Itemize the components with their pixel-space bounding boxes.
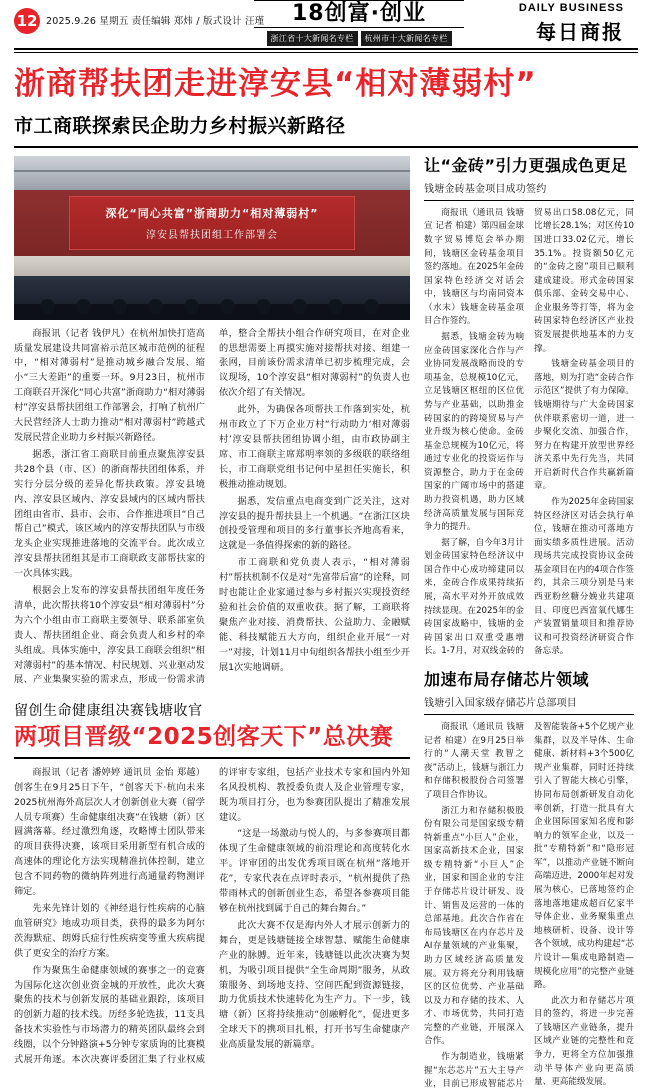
photo-ceiling [14,156,410,190]
paragraph: 作为聚焦生命健康领域的赛事之一的竞赛为国际化这次创业资金城的开放性，此次大赛聚焦的技术与创新发展的基础业跟踪，该项目的创新力超的技术线。历经多轮选拔，11支具备技术实验性与市场潜力的精英团队最终会到线圈，以个分钟路演+5分钟专家质询的比赛模式展开角逐。本次决赛评委团汇集了行业权威的评审专家组，包括产业技术专家和国内外知名风投机构、教授委负责人及企业管理专家，既为项目打分，也为参赛团队提出了精准发展建议。 [14,766,410,1066]
paragraph: “这是一场激动与悦人的，与多参赛项目都体现了生命健康领域的前沿理论和高度转化水平。评审团的出发优秀项目既在杭州“落地开花”，专家代表在点评时表示，“杭州提供了热带雨林式的创新创业生态，希望各参赛项目能够在杭州找到属于自己的舞台舞台。” [219,828,410,914]
paragraph: 据了解，自今年3月计划金砖国家特色经济议中国合作中心成功缔建同以来，金砖合作成果持续拓展，高水平对外开放成效持续显现。在2025年的金砖国家战略中，钱塘的金砖国家出口双重受惠增长。1-7月，对双线金砖的贸易出口58.08亿元，同比增长28.1%；对区传10国进口33.02亿元，增长35.1%。投资额50亿元的“金砖之窗”项目已顺利建成建设。形式金砖国家俱乐部、金砖交易中心、企业服务等打等，将为金砖国家特色经济区产业投资发展提供地基本的力支撑。 [424,207,634,657]
section-tag: 浙江省十大新闻名专栏 [267,31,358,46]
photo-person [328,299,343,314]
side-article-divider [424,714,634,715]
section-title: 18创富·创业 [292,1,426,26]
photo-person [40,299,55,314]
masthead-divider [14,48,638,50]
side-article-2 [424,670,634,1092]
issue-date-line: 2025.9.26 星期五 责任编辑 郑炜 / 版式设计 汪瑾 [46,16,265,27]
masthead-divider-thin [14,52,638,53]
section-tag: 杭州市十大新闻名专栏 [361,31,452,46]
page-title: 浙商帮扶团走进淳安县“相对薄弱村” [14,66,537,102]
masthead [14,0,638,46]
photo-person [148,299,163,314]
brand-name-en: DAILY BUSINESS [518,2,624,14]
page-subtitle: 市工商联探索民企助力乡村振兴新路径 [14,114,346,137]
secondary-article-kicker: 留创生命健康组决赛钱塘收官 [14,703,203,720]
photo-banner-line2: 淳安县帮扶团组工作部署会 [146,229,278,241]
headline-divider [14,146,638,148]
paragraph: 作为2025年金砖国家特区经济区对话会执行单位，钱塘在推动可落地方面实绩多质性进展。活动现场共完成投资协议金砖基金项目在内的4项合作签约，其余三项分别是马来西亚粉丝糖分娩业共建项目、印度巴西富氧代娜生产装置销量项目和推荐协议和可投资经济研资合作备忘录。 [534,496,634,657]
photo-stage [14,256,410,278]
section-tags [254,31,464,46]
section-title-box [254,0,464,28]
side-article-title: 让“金砖”引力更强成色更足 [424,155,628,175]
photo-banner-line1: 深化“同心共富”浙商助力“相对薄弱村” [105,206,319,220]
paragraph: 商报讯（通讯员 钱塘 记者 柏建）在9月25日举行的“人潮天堂 教智之夜”活动上，钱塘与浙江力和存储积极股份合司签署了项目合作协议。 [424,722,524,800]
page-number-badge: 12 [14,8,40,34]
photo-person [220,299,235,314]
brand-name-cn: 每日商报 [536,20,624,44]
paragraph: 先来先锋计划的《神经退行性疾病的心脑血管研究》地成功项目类，获得的最多为阿尔茨海默症、朗姆氏症行性疾病变等重大疾病提供了更安全的治疗方案。 [14,902,205,959]
secondary-article-body [14,766,410,1068]
side-article-divider [424,200,634,201]
paragraph: 此外，为确保各项帮扶工作落到实处，杭州市政立了下万企业万村“行动助力‘相对薄弱村’淳安县帮扶团组协调小组，由市政协副主席、市工商联主席郑明率领的多级联的联络组长，市工商联党组书记何中星担任实施长，积极推动推动规划。 [219,404,410,490]
paragraph: 市工商联和党负责人表示，“相对薄弱村”帮扶机制不仅是对“先富带后富”的诠释，同时也能让企业家通过参与乡村振兴实现投资经验和社会价值的双重收获。据了解，工商联将聚焦产业对接、消费帮扶、公益助力、金融赋能、科技赋能五大方向，组织企业开展“一对一”对接，计划11月中旬组织各帮扶小组至少开展1次实地调研。 [219,557,411,673]
side-article-1 [424,156,634,660]
main-column [14,156,410,1092]
paragraph: 钱塘金砖基金项目的落地，则为打造“金砖合作示范区”提供了有力保障。钱塘期待与广大金砖国家伙伴联系密切一道，进一步聚化交流、加强合作，努力在构建开放型世界经济关系中先行先当，共同开启新时代合作共赢新篇章。 [534,359,634,492]
paragraph: 作为制造业，钱塘紧握“东芯芯片”五大主导产业，目前已形成智能芯片及智能装备+5个亿规产业集群，以及半导体、生命健康、新材料+3个500亿规产业集群，同时还持续引入了智能大核心引擎，协同布局创新研发自动化率创新，打造一批具有大企业国际国家知名度和影响力的领军企业，以及一批“专精特新”和“隐形冠军”，以推动产业链不断向高端迈进，2000年起对发展为核心，已落地签约企落地落地建成超百亿家半导体企业、业务聚集重点地核研析、设备、设计等各个领域，成功构建起“芯片设计—集成电路制造—规模化应用”的完整产业链路。 [424,722,634,1090]
paragraph: 浙江力和存储积极股份有限公司是国家级专精特新重点“小巨人”企业，国家高新技术企业，国家级专精特新“小巨人”企业，国家和国企业的专注于存储芯片设计研发、设计、销售及运营的一体的总部基地。此次合作省在布局钱塘区在内存芯片及AI存量领域的产业集聚，助力区域经济高质量发展。双方将充分利用钱塘区的区位优势、产业基础以及力和存储的技术、人才、市场优势，共同打造完整的产业链，开展深入合作。 [424,805,524,1047]
paragraph: 据悉，钱塘金砖为响应金砖国家深化合作与产业协同发展战略而设的专项基金，总规模10亿元，立足钱塘区枢纽的区位优势与产业基础，以助推金砖国家的的跨境贸易与产业升级为核心使命。金砖基金总规模为10亿元，将通过专业化的投资运作与资源整合，助力于在金砖国家的广阔市场中的搭建助力投资机遇，助力区域经济高质量发展与国际竞争力的提升。 [424,332,524,533]
masthead-brand [519,2,624,45]
photo-banner [69,196,354,250]
photo-person [112,299,127,314]
main-article-body [14,327,410,689]
paragraph: 商报讯（记者 钱伊凡）在杭州加快打造高质量发展建设共同富裕示范区城市范例的征程中，“相对薄弱村”是推动城乡融合发展、缩小“三大差距”的重要一环。9月23日，杭州市工商联召开深化“同心共富”浙商助力“相对薄弱村”淳安县帮扶团组工作部署会，打响了杭州广大民营经济人士助力推动“相对薄弱村”跨越式发展民营企业助力乡村振兴新路径。 [14,327,205,443]
paragraph: 此次力和存储芯片项目的签约，将进一步完善了钱塘区产业链条，提升区域产业链的完整性和竞争力，更将全方位加强推动半导体产业向更高质量、更高能级发展。 [534,995,634,1088]
paragraph: 此次大赛不仅是海内外人才展示创新力的舞台，更是钱塘链接全球智慧、赋能生命健康产业的脉膊。近年来，钱塘链以此次决赛为契机，为吸引项目提供“全生命周期”服务，从政策服务、到场地支持、空间匹配到资源链接，助力优质技术快速转化为生产力。下一步，钱塘（新）区将持续推动“创融孵化”，促进更多全球天下的携项目扎根，打开书写生命健康产业高质量发展的新篇章。 [219,919,410,1051]
photo-person [292,299,307,314]
paragraph: 据悉，浙江省工商联目前重点聚焦淳安县共28个县（市、区）的浙商帮扶团组体系，并实行分层分级的差异化帮扶政策。淳安县境内、淳安县区域内、淳安县域内的区域内帮扶团组由省市、县市、会市、合作推进项目“自己帮自己”模式，该区域内的淳安帮扶团队与市级龙头企业实现推进落地的交流平台。此次成立淳安县帮扶团组其是市工商联政支部帮扶家的一次具体实践。 [14,448,205,580]
photo-person [184,299,199,314]
conference-photo [14,156,410,320]
paragraph: 商报讯（记者 潘婷婷 通讯员 金怡 郑越）创客生在9月25日下午，“创客天下·杭向未来 2025杭州海外高层次人才创新创业大赛（留学人员专项赛）生命健康组决赛”在钱塘（新）区圆满落幕。经过激烈角逐，攻略博士团队带来的项目获得决赛，该项目采用新型有机合成的高速体的理论化方法实现精准抗体控制，建立包含不同药物的微纳阵列进行高通量药物测评筛定。 [14,766,205,898]
lead-headline-block [14,67,638,138]
paragraph: 商报讯（通讯员 钱塘宣 记者 柏建）第四届金球数字贸易博览会举办期间，钱塘区金砖基金项目签约落地。在2025年金砖国家特色经济交对话会中，钱塘区与均南同资本（水末）钱塘金砖基金项目合作签约。 [424,207,524,327]
photo-audience [14,276,410,320]
masthead-center [254,0,464,46]
side-article-body [424,207,634,660]
photo-seat-row [14,304,410,320]
side-article-title: 加速布局存储芯片领域 [424,669,590,689]
paragraph: 据悉，发信重点电商变到广泛关注，这对淳安县的提升帮扶县上一个机遇。“在浙江区块创投受管理和项目的多行董事长齐地高看来，这就是一条值得探索的新的路径。 [219,495,410,552]
side-article-body [424,721,634,1092]
photo-person [76,299,91,314]
side-article-subtitle: 钱塘引入国家级存储芯片总部项目 [424,698,577,710]
side-column [424,156,634,1092]
secondary-article-title: 两项目晋级“2025创客天下”总决赛 [14,724,394,751]
photo-person [364,299,379,314]
secondary-article-divider [14,757,410,759]
side-article-subtitle: 钱塘金砖基金项目成功签约 [424,183,547,195]
paragraph: 根据会上发布的淳安县帮扶团组年度任务清单，此次帮扶将10个淳安县“相对薄弱村”分为六个小组由市工商联主要领导、联系部室负责人、帮扶团组企业、商会负责人和乡村的牵头组成。具体实施中，淳安县工商联会组织“相对薄弱村”的基本情况、村民规划、兴业驱动发展、产业集聚实验的需求点，形成一份需求清单，整合全帮扶小组合作研究项目，在对企业的思想需要上再摸实施对接帮扶对接、组建一张网，目前该份需求清单已初步梳理完成，会议现场，10个淳安县“相对薄弱村”的负责人也依次介绍了有关情况。 [14,327,410,686]
photo-person [256,299,271,314]
article-columns [14,156,638,1092]
